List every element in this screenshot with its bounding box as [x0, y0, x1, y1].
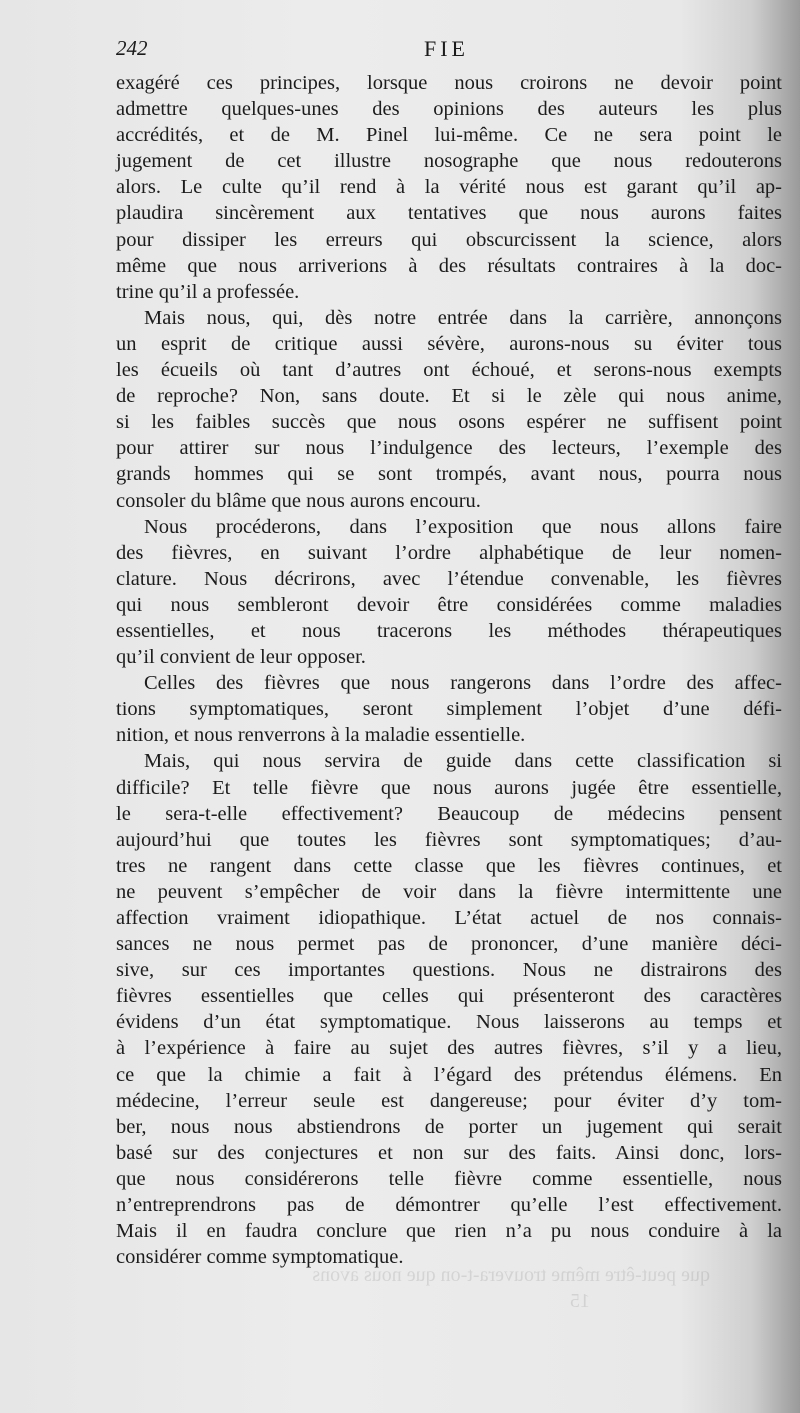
- text-line: Celles des fièvres que nous rangerons dans l’ordre des affec-: [144, 672, 782, 695]
- text-line: plaudira sincèrement aux tentatives que nous aurons faites: [116, 202, 782, 225]
- text-line: trine qu’il a professée.: [116, 280, 300, 303]
- text-line: de reproche? Non, sans doute. Et si le zèle qui nous anime,: [116, 385, 782, 408]
- text-line: clature. Nous décrirons, avec l’étendue convenable, les fièvres: [116, 567, 782, 590]
- text-line: tions symptomatiques, seront simplement l’objet d’une défi-: [116, 698, 782, 721]
- text-line: jugement de cet illustre nosographe que nous redouterons: [116, 150, 782, 173]
- text-line: évidens d’un état symptomatique. Nous laisserons au temps et: [116, 1011, 782, 1034]
- text-line: Mais il en faudra conclure que rien n’a pu nous conduire à la: [116, 1220, 782, 1243]
- text-line: admettre quelques-unes des opinions des auteurs les plus: [116, 98, 782, 121]
- text-line: qu’il convient de leur opposer.: [116, 646, 366, 669]
- text-line: affection vraiment idiopathique. L’état actuel de nos connais-: [116, 907, 782, 929]
- text-line: des fièvres, en suivant l’ordre alphabétique de leur nomen-: [116, 541, 782, 564]
- text-line: pour attirer sur nous l’indulgence des lecteurs, l’exemple des: [116, 437, 782, 460]
- text-line: basé sur des conjectures et non sur des faits. Ainsi donc, lors-: [116, 1141, 782, 1164]
- page-header: [116, 36, 780, 66]
- bleed-through-line: que peut-être même trouvera-t-on que nous avons: [312, 1264, 710, 1286]
- bleed-through-line: 15: [570, 1290, 590, 1312]
- text-line: grands hommes qui se sont trompés, avant nous, pourra nous: [116, 463, 782, 486]
- bleed-through-text: [110, 1262, 710, 1342]
- text-line: Nous procéderons, dans l’exposition que nous allons faire: [144, 515, 782, 538]
- text-line: accrédités, et de M. Pinel lui-même. Ce ne sera point le: [116, 124, 782, 147]
- text-line: n’entreprendrons pas de démontrer qu’elle l’est effectivement.: [116, 1194, 782, 1217]
- paragraph-3: [116, 514, 782, 671]
- text-line: le sera-t-elle effectivement? Beaucoup de médecins pensent: [116, 802, 782, 825]
- text-line: considérer comme symptomatique.: [116, 1246, 404, 1269]
- text-line: Mais nous, qui, dès notre entrée dans la carrière, annonçons: [144, 306, 782, 329]
- running-head: FIE: [424, 36, 469, 61]
- text-line: tres ne rangent dans cette classe que les fièvres continues, et: [116, 854, 782, 877]
- text-line: Mais, qui nous servira de guide dans cette classification si: [144, 750, 782, 773]
- text-line: essentielles, et nous tracerons les méthodes thérapeutiques: [116, 619, 782, 642]
- text-line: aujourd’hui que toutes les fièvres sont symptomatiques; d’au-: [116, 828, 782, 851]
- text-line: ce que la chimie a fait à l’égard des prétendus élémens. En: [116, 1063, 782, 1086]
- text-line: qui nous sembleront devoir être considérées comme maladies: [116, 593, 782, 616]
- page-number: 242: [116, 36, 148, 60]
- text-line: exagéré ces principes, lorsque nous croirons ne devoir point: [116, 72, 782, 94]
- text-line: ber, nous nous abstiendrons de porter un jugement qui serait: [116, 1115, 782, 1138]
- paragraph-1: [116, 70, 782, 305]
- text-line: que nous considérerons telle fièvre comme essentielle, nous: [116, 1167, 782, 1190]
- paragraph-5: [116, 748, 782, 1270]
- text-line: à l’expérience à faire au sujet des autres fièvres, s’il y a lieu,: [116, 1037, 782, 1060]
- paragraph-2: [116, 305, 782, 514]
- text-line: les écueils où tant d’autres ont échoué, et serons-nous exempts: [116, 359, 782, 382]
- text-line: consoler du blâme que nous aurons encouru.: [116, 489, 481, 512]
- paragraph-4: [116, 670, 782, 748]
- text-line: sive, sur ces importantes questions. Nous ne distrairons des: [116, 959, 782, 982]
- text-line: fièvres essentielles que celles qui présenteront des caractères: [116, 985, 782, 1008]
- body-text: [116, 70, 782, 1270]
- text-line: sances ne nous permet pas de prononcer, d’une manière déci-: [116, 933, 782, 956]
- text-line: si les faibles succès que nous osons espérer ne suffisent point: [116, 411, 782, 434]
- text-line: difficile? Et telle fièvre que nous aurons jugée être essentielle,: [116, 776, 782, 799]
- text-line: médecine, l’erreur seule est dangereuse; pour éviter d’y tom-: [116, 1089, 782, 1112]
- text-line: alors. Le culte qu’il rend à la vérité nous est garant qu’il ap-: [116, 176, 782, 199]
- text-line: un esprit de critique aussi sévère, aurons-nous su éviter tous: [116, 332, 782, 355]
- text-line: nition, et nous renverrons à la maladie essentielle.: [116, 724, 526, 747]
- text-line: pour dissiper les erreurs qui obscurcissent la science, alors: [116, 228, 782, 251]
- text-line: même que nous arriverions à des résultats contraires à la doc-: [116, 254, 782, 277]
- text-line: ne peuvent s’empêcher de voir dans la fièvre intermittente une: [116, 880, 782, 903]
